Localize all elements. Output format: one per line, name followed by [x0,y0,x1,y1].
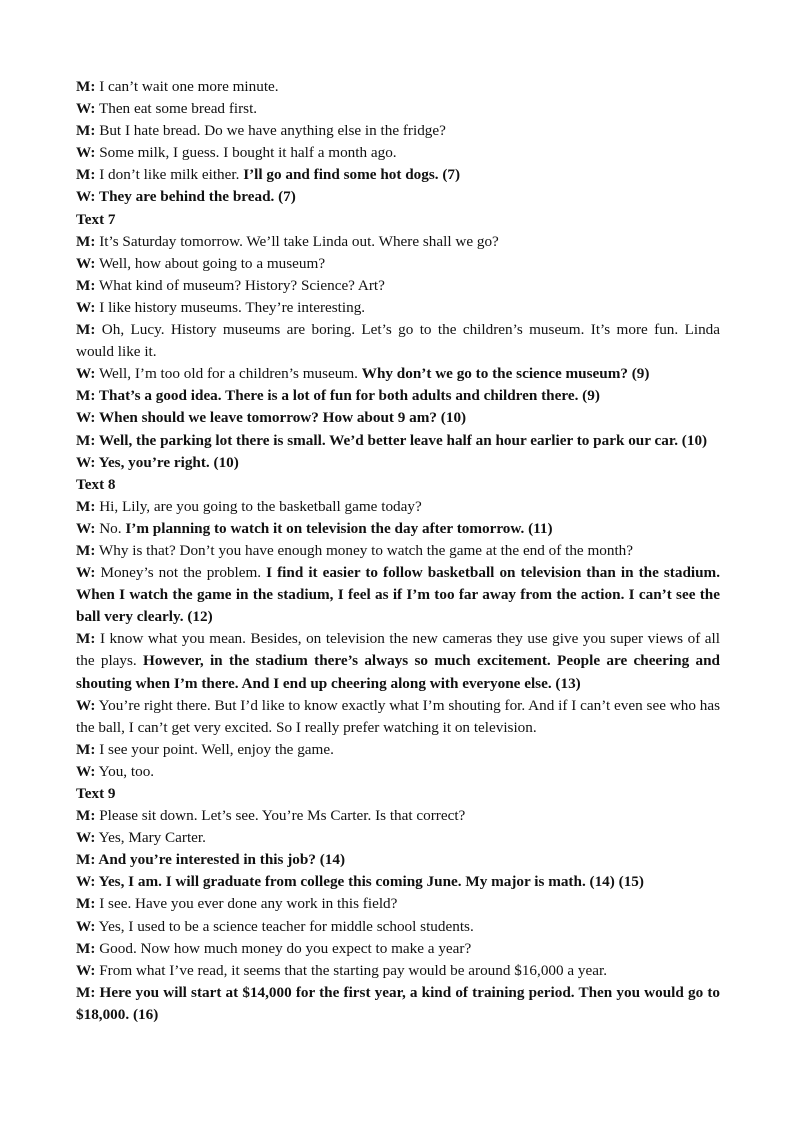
speaker-label: W: [76,365,96,383]
dialogue-text: I see your point. Well, enjoy the game. [95,740,334,758]
dialogue-line [76,938,720,960]
speaker-label: M: [76,807,96,825]
answer-key-text: That’s a good idea. There is a lot of fun for both adults and children there. (9) [95,387,600,405]
dialogue-text: Oh, Lucy. History museums are boring. Let’s go to the children’s museum. It’s more fun. Linda would like it. [76,321,720,361]
dialogue-line [76,893,720,915]
dialogue-line [76,916,720,938]
dialogue-text: Please sit down. Let’s see. You’re Ms Carter. Is that correct? [95,807,466,825]
section-heading: Text 7 [76,210,116,228]
speaker-label: W: [76,519,96,537]
speaker-label: M: [76,431,96,449]
speaker-label: M: [76,983,96,1001]
dialogue-line [76,142,720,164]
dialogue-text: Well, how about going to a museum? [95,254,326,272]
dialogue-text: What kind of museum? History? Science? Art? [95,276,385,294]
speaker-label: M: [76,851,96,869]
answer-key-text: I find it easier to follow basketball on television than in the stadium. When I watch the game in the stadium, I feel as if I’m too far away from the action. I can’t see the ball very clearly. (12) [76,564,720,626]
speaker-label: W: [76,298,96,316]
section-heading: Text 8 [76,475,116,493]
dialogue-line [76,562,720,628]
dialogue-text: Then eat some bread first. [95,100,258,118]
dialogue-line [76,739,720,761]
speaker-label: M: [76,541,96,559]
dialogue-text: I know what you mean. Besides, on television the new cameras they use give you super views of all the plays. [76,630,720,670]
answer-key-text: Yes, I am. I will graduate from college this coming June. My major is math. (14) (15) [95,873,644,891]
speaker-label: W: [76,961,96,979]
answer-key-text: I’ll go and find some hot dogs. (7) [243,166,461,184]
speaker-label: M: [76,321,96,339]
dialogue-line [76,231,720,253]
speaker-label: W: [76,762,96,780]
dialogue-line [76,407,720,429]
speaker-label: M: [76,232,96,250]
dialogue-line [76,297,720,319]
speaker-label: W: [76,829,96,847]
dialogue-line [76,628,720,694]
dialogue-line [76,695,720,739]
dialogue-line [76,960,720,982]
speaker-label: M: [76,78,96,95]
speaker-label: W: [76,873,96,891]
speaker-label: W: [76,144,96,162]
dialogue-line [76,827,720,849]
speaker-label: W: [76,188,96,206]
dialogue-text: But I hate bread. Do we have anything else in the fridge? [95,122,446,140]
speaker-label: W: [76,564,96,582]
answer-key-text: Here you will start at $14,000 for the first year, a kind of training period. Then you would go to $18,000. (16) [76,983,720,1023]
dialogue-text: Good. Now how much money do you expect to make a year? [95,939,472,957]
dialogue-text: I see. Have you ever done any work in this field? [95,895,398,913]
dialogue-text: It’s Saturday tomorrow. We’ll take Linda out. Where shall we go? [95,232,499,250]
speaker-label: W: [76,409,96,427]
answer-key-text: I’m planning to watch it on television the day after tomorrow. (11) [125,519,553,537]
dialogue-line [76,253,720,275]
dialogue-line [76,186,720,208]
dialogue-text: Yes, Mary Carter. [95,829,206,847]
dialogue-text: You’re right there. But I’d like to know exactly what I’m shouting for. And if I can’t even see who has the ball, I can’t get very excited. So I really prefer watching it on television. [76,696,720,736]
dialogue-line [76,430,720,452]
answer-key-text: However, in the stadium there’s always so much excitement. People are cheering and shouting when I’m there. And I end up cheering along with everyone else. (13) [76,652,720,692]
dialogue-line [76,540,720,562]
speaker-label: W: [76,696,96,714]
dialogue-text: Some milk, I guess. I bought it half a month ago. [95,144,397,162]
dialogue-text: I don’t like milk either. [95,166,244,184]
dialogue-line [76,496,720,518]
dialogue-text: From what I’ve read, it seems that the starting pay would be around $16,000 a year. [95,961,608,979]
dialogue-text: Why is that? Don’t you have enough money to watch the game at the end of the month? [95,541,634,559]
speaker-label: W: [76,254,96,272]
dialogue-text: You, too. [95,762,155,780]
dialogue-text: No. [95,519,126,537]
speaker-label: M: [76,497,96,515]
answer-key-text: They are behind the bread. (7) [95,188,296,206]
speaker-label: W: [76,100,96,118]
dialogue-line [76,98,720,120]
speaker-label: M: [76,740,96,758]
speaker-label: M: [76,276,96,294]
dialogue-line [76,871,720,893]
section-heading: Text 9 [76,785,116,802]
dialogue-line [76,761,720,783]
dialogue-text: I can’t wait one more minute. [95,78,279,95]
answer-key-text: Well, the parking lot there is small. We’d better leave half an hour earlier to park our car. (10) [95,431,708,449]
dialogue-line [76,452,720,474]
dialogue-text: I like history museums. They’re interesting. [95,298,366,316]
answer-key-text: Why don’t we go to the science museum? (9) [361,365,650,383]
answer-key-text: When should we leave tomorrow? How about 9 am? (10) [95,409,467,427]
dialogue-text: Yes, I used to be a science teacher for middle school students. [95,917,474,935]
speaker-label: M: [76,895,96,913]
speaker-label: M: [76,166,96,184]
dialogue-line [76,518,720,540]
dialogue-line [76,275,720,297]
answer-key-text: And you’re interested in this job? (14) [95,851,346,869]
dialogue-line [76,805,720,827]
dialogue-line [76,363,720,385]
dialogue-line [76,164,720,186]
speaker-label: M: [76,387,96,405]
answer-key-text: Yes, you’re right. (10) [95,453,239,471]
dialogue-text: Hi, Lily, are you going to the basketball game today? [95,497,422,515]
speaker-label: W: [76,453,96,471]
dialogue-line [76,385,720,407]
speaker-label: M: [76,939,96,957]
dialogue-line [76,849,720,871]
dialogue-text: Well, I’m too old for a children’s museum. [95,365,362,383]
dialogue-line [76,76,720,98]
speaker-label: M: [76,122,96,140]
dialogue-text: Money’s not the problem. [95,564,267,582]
speaker-label: M: [76,630,96,648]
dialogue-line [76,982,720,1026]
speaker-label: W: [76,917,96,935]
dialogue-line [76,120,720,142]
dialogue-line [76,319,720,363]
